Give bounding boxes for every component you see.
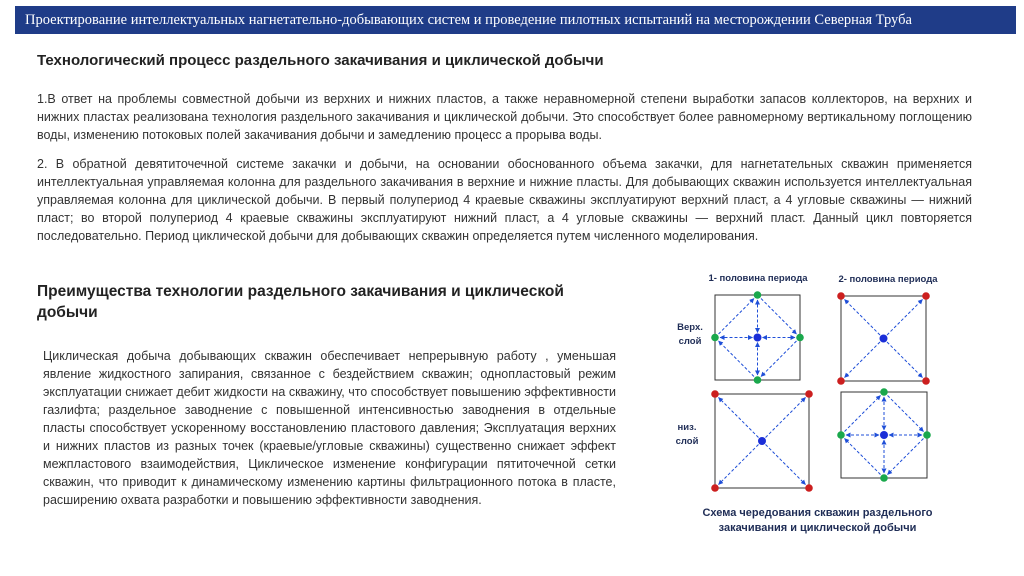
p2-lower-diamond-arrow [888, 396, 924, 432]
producer-well-corner [711, 390, 719, 398]
producer-well-edge [754, 291, 762, 299]
label-lower-layer-1: низ. [677, 422, 697, 433]
label-lower-layer-2: слой [675, 436, 699, 447]
producer-well-corner [922, 292, 930, 300]
p2-upper-diagonal-arrow [887, 342, 922, 377]
injector-well [758, 437, 766, 445]
p1-lower-diagonal-arrow [766, 445, 806, 485]
injector-well [880, 335, 888, 343]
p1-lower-diagonal-arrow [719, 445, 759, 485]
p2-upper-diagonal-arrow [845, 342, 880, 377]
producer-well-corner [837, 377, 845, 385]
p1-upper-diamond-arrow [719, 299, 754, 334]
producer-well-corner [711, 484, 719, 492]
header-title: Проектирование интеллектуальных нагнетательно-добывающих систем и проведение пилотных испытаний на месторождении Северная Труба [25, 12, 912, 28]
p2-lower-diamond-arrow [888, 439, 924, 475]
producer-well-edge [880, 388, 888, 396]
producer-well-edge [754, 376, 762, 384]
p2-upper-diagonal-arrow [845, 300, 880, 335]
producer-well-corner [805, 484, 813, 492]
p2-upper-diagonal-arrow [887, 300, 922, 335]
label-upper-layer-1: Верх. [677, 322, 703, 333]
advantages-text: Циклическая добыча добывающих скважин обеспечивает непрерывную работу , уменьшая явление жидкостного запирания, связанное с бездействием скважин; однопластовый режим эксплуатации снижает дебит жидкости на скважину, что способствует повышению эффективности газлифта; раздельное заводнение с повышенной интенсивностью заводнения в отдельные пласты способствует ускоренному восстановлению пластового давления; Эксплуатация верхних и нижних пластов из разных точек (краевые/угловые скважины) существенно снижает эффект межпластового взаимодействия, Циклическое изменение конфигурации пятиточечной сетки скважин, что приводит к динамическому изменению картины фильтрационного потока в пласте, расширению охвата разработки и повышению эффективности заводнения. [43, 349, 616, 507]
paragraph-1: 1.В ответ на проблемы совместной добычи из верхних и нижних пластов, а также неравномерной степени выработки запасов коллекторов, на верхних и нижних пластах реализована технология раздельного закачивания и циклической добычи. Это способствует более равномерному вертикальному поглощению воды, изменению потоковых полей закачивания добычи и замедлению процесс а прорыва воды. [37, 92, 972, 142]
producer-well-edge [796, 334, 804, 342]
p2-lower-diamond-arrow [845, 396, 881, 432]
producer-well-edge [923, 431, 931, 439]
section-title-advantages: Преимущества технологии раздельного закачивания и циклической добычи [37, 283, 564, 321]
p1-lower-diagonal-arrow [766, 398, 806, 438]
producer-well-edge [880, 474, 888, 482]
p1-upper-diamond-arrow [761, 299, 796, 334]
label-upper-layer-2: слой [678, 336, 702, 347]
p1-upper-diamond-arrow [719, 341, 754, 376]
p2-lower-diamond-arrow [845, 439, 881, 475]
diagram-caption: Схема чередования скважин раздельного закачивания и циклической добычи [702, 507, 933, 534]
producer-well-corner [922, 377, 930, 385]
header-banner [15, 6, 1016, 34]
producer-well-edge [711, 334, 719, 342]
injector-well [880, 431, 888, 439]
producer-well-edge [837, 431, 845, 439]
section-title-process: Технологический процесс раздельного закачивания и циклической добычи [37, 52, 604, 69]
p1-upper-diamond-arrow [761, 341, 796, 376]
producer-well-corner [837, 292, 845, 300]
injector-well [754, 334, 762, 342]
label-first-half: 1- половина периода [708, 273, 808, 284]
producer-well-corner [805, 390, 813, 398]
label-second-half: 2- половина периода [838, 274, 938, 285]
paragraph-2: 2. В обратной девятиточечной системе закачки и добычи, на основании обоснованного объема закачки, для нагнетательных скважин применяется интеллектуальная управляемая колонна для раздельного закачивания в верхние и нижние пласты. Для добывающих скважин используется интеллектуальная управляемая колонна для циклической добычи. В первый полупериод 4 краевые скважины эксплуатируют верхний пласт, а 4 угловые скважины — нижний пласт; во второй полупериод 4 краевые скважины эксплуатируют нижний пласт, а 4 угловые скважины — верхний пласт. Данный цикл повторяется последовательно. Период циклической добычи для добывающих скважин определяется путем численного моделирования. [37, 157, 972, 243]
p1-lower-diagonal-arrow [719, 398, 759, 438]
